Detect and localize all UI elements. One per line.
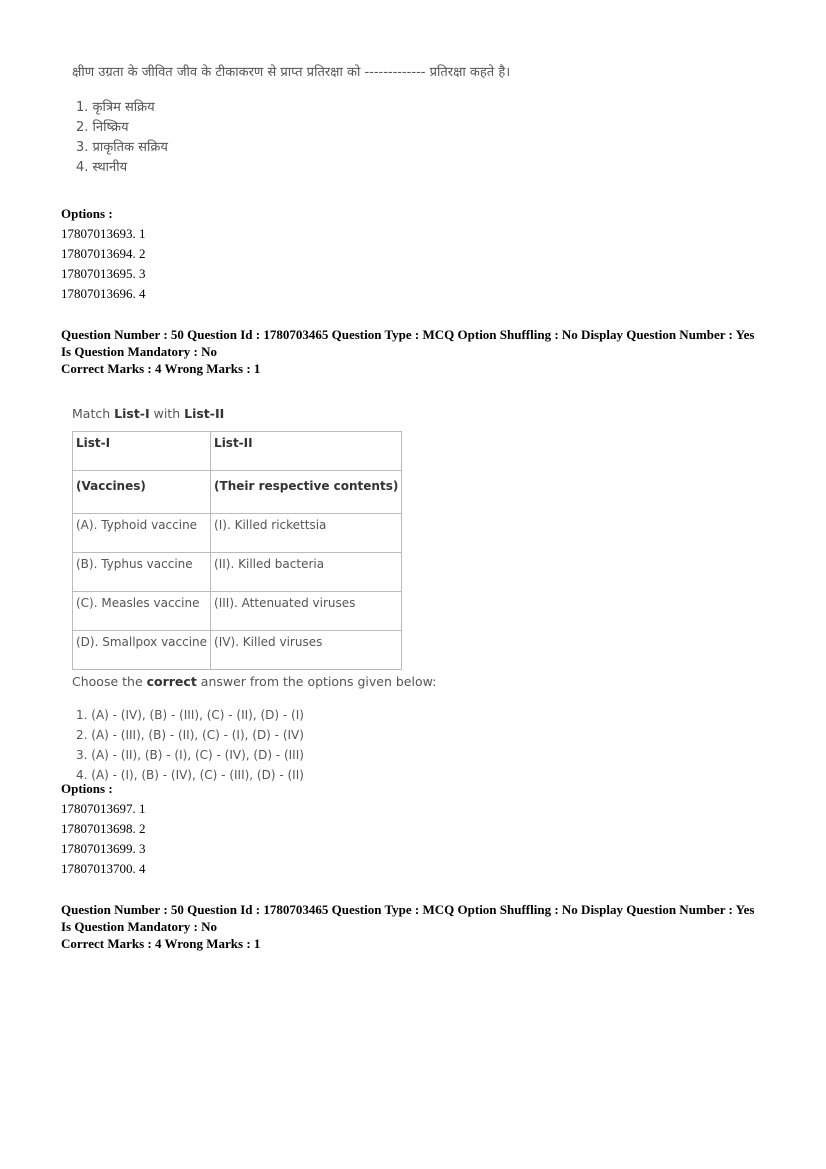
question-meta-line: Question Number : 50 Question Id : 1780703465 Question Type : MCQ Option Shuffling : No Display Question Number : Yes [61,327,755,342]
question-meta-line: Correct Marks : 4 Wrong Marks : 1 [61,936,261,951]
match-choice: 2. (A) - (III), (B) - (II), (C) - (I), (D) - (IV) [76,728,304,742]
table-row [73,592,402,631]
option-line: 17807013693. 1 [61,226,146,241]
match-question-image [72,406,492,785]
choose-text: Choose the [72,674,147,689]
hindi-choice: 3. प्राकृतिक सक्रिय [76,140,168,155]
question-meta-line: Question Number : 50 Question Id : 1780703465 Question Type : MCQ Option Shuffling : No Display Question Number : Yes [61,902,755,917]
match-intro-list2: List-II [184,406,225,421]
table-cell: (IV). Killed viruses [211,631,402,670]
options-block-2 [61,780,146,877]
option-line: 17807013694. 2 [61,246,146,261]
hindi-choice: 4. स्थानीय [76,160,128,175]
question-meta-line: Correct Marks : 4 Wrong Marks : 1 [61,361,261,376]
match-choice: 3. (A) - (II), (B) - (I), (C) - (IV), (D) - (III) [76,748,304,762]
table-cell: (B). Typhus vaccine [73,553,211,592]
options-title: Options : [61,781,113,796]
question-meta-1 [61,326,781,377]
choose-bold: correct [146,674,197,689]
hindi-choice: 2. निष्क्रिय [76,120,129,135]
options-title: Options : [61,206,113,221]
table-row [73,514,402,553]
table-subheader-row [73,471,402,514]
table-row [73,631,402,670]
table-header-cell: List-II [211,432,402,471]
option-line: 17807013698. 2 [61,821,146,836]
hindi-choice-list [76,98,592,178]
question-meta-2 [61,901,781,952]
choose-text: answer from the options given below: [196,674,437,689]
options-block-1 [61,205,146,302]
table-header-row [73,432,402,471]
match-intro-list1: List-I [114,406,150,421]
table-header-cell: (Vaccines) [73,471,211,514]
hindi-question-stem: क्षीण उग्रता के जीवित जीव के टीकाकरण से प्राप्त प्रतिरक्षा को ------------- प्रतिरक्षा कहते है। [72,65,511,80]
match-intro-text: with [149,406,185,421]
hindi-question-image [72,64,592,178]
question-meta-line: Is Question Mandatory : No [61,919,218,934]
option-line: 17807013695. 3 [61,266,146,281]
match-intro [72,406,492,421]
table-header-cell: List-I [73,432,211,471]
question-meta-line: Is Question Mandatory : No [61,344,218,359]
choose-instruction [72,674,492,689]
match-intro-text: Match [72,406,115,421]
option-line: 17807013700. 4 [61,861,146,876]
match-choice-list [76,705,492,785]
table-cell: (D). Smallpox vaccine [73,631,211,670]
table-cell: (III). Attenuated viruses [211,592,402,631]
table-cell: (A). Typhoid vaccine [73,514,211,553]
table-header-cell: (Their respective contents) [211,471,402,514]
table-cell: (C). Measles vaccine [73,592,211,631]
option-line: 17807013696. 4 [61,286,146,301]
table-cell: (I). Killed rickettsia [211,514,402,553]
match-choice: 1. (A) - (IV), (B) - (III), (C) - (II), (D) - (I) [76,708,304,722]
option-line: 17807013699. 3 [61,841,146,856]
table-cell: (II). Killed bacteria [211,553,402,592]
hindi-choice: 1. कृत्रिम सक्रिय [76,100,155,115]
table-row [73,553,402,592]
match-choice: 4. (A) - (I), (B) - (IV), (C) - (III), (D) - (II) [76,768,304,782]
option-line: 17807013697. 1 [61,801,146,816]
match-table [72,431,402,670]
